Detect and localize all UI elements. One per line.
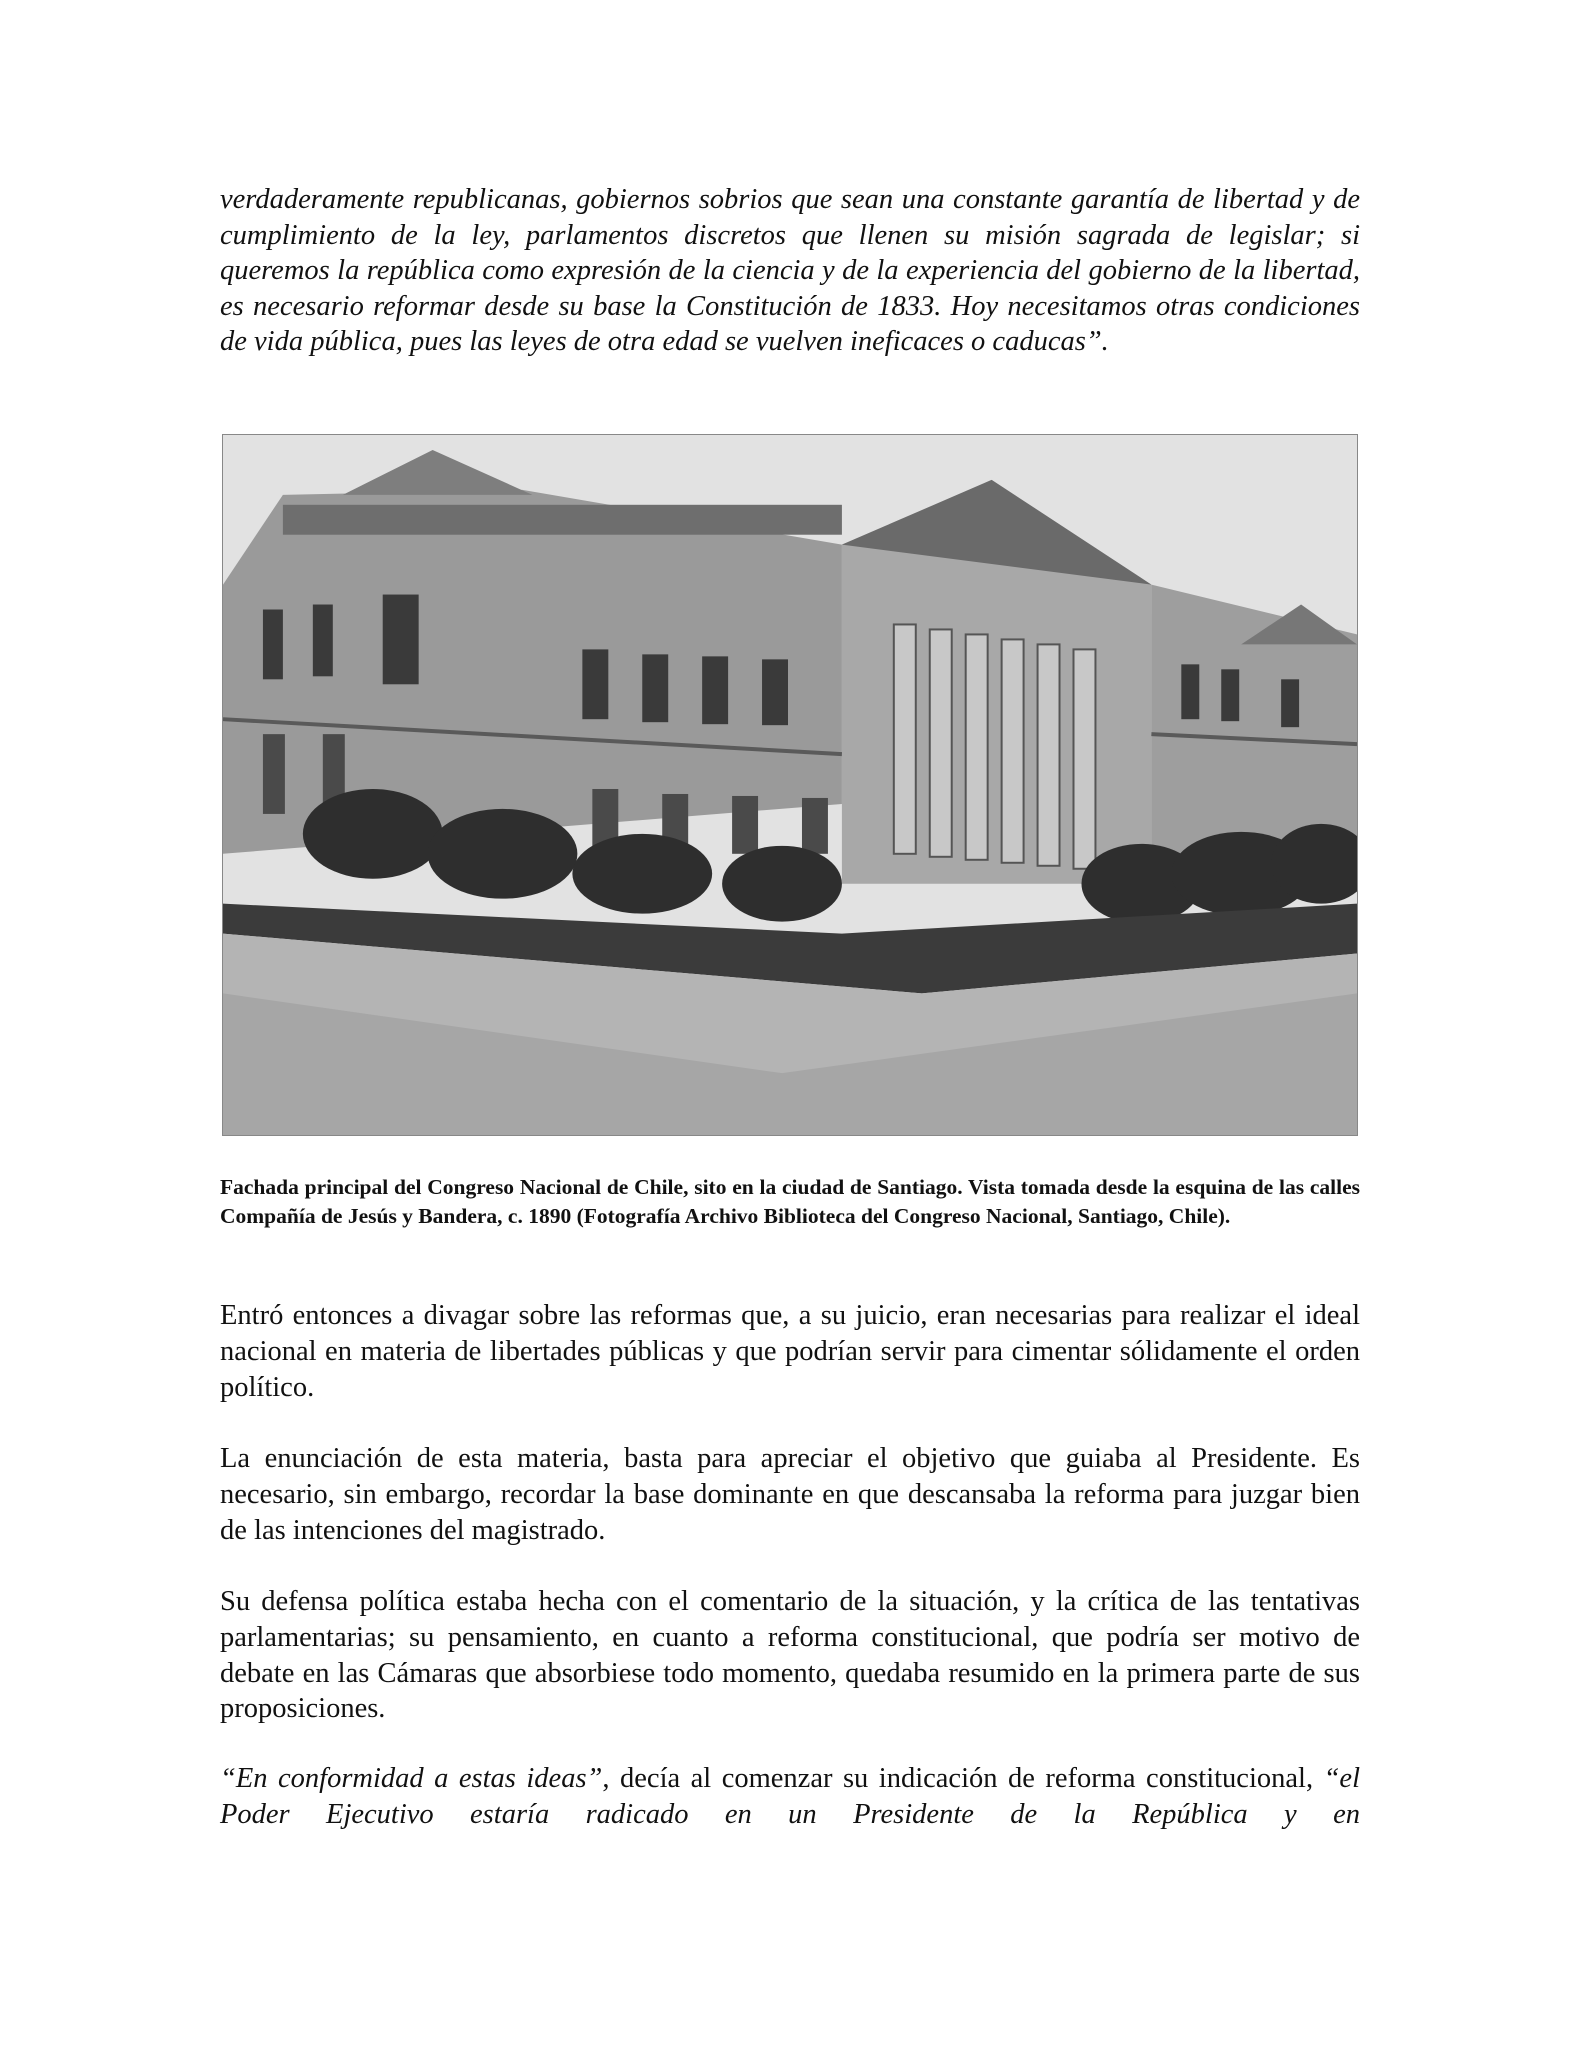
figure-caption: Fachada principal del Congreso Nacional de Chile, sito en la ciudad de Santiago. Vista tomada desde la esquina de las calles Compañía de Jesús y Bandera, c. 1890 (Fotografía Archivo Biblioteca del Congreso Nacional, Santiago, Chile). (220, 1175, 1360, 1228)
paragraph-text: , decía al comenzar su indicación de reforma constitucional, (602, 1763, 1324, 1794)
inline-quote: “el Poder Ejecutivo estaría radicado en un Presidente de la República y en (220, 1763, 1360, 1830)
body-paragraph: Entró entonces a divagar sobre las reformas que, a su juicio, eran necesarias para realizar el ideal nacional en materia de libertades públicas y que podrían servir para cimentar sólidamente el orden político. (220, 1300, 1360, 1403)
body-paragraph-quote (220, 1761, 1360, 1833)
body-paragraph: Su defensa política estaba hecha con el comentario de la situación, y la crítica de las tentativas parlamentarias; su pensamiento, en cuanto a reforma constitucional, que podría ser motivo de debate en las Cámaras que absorbiese todo momento, quedaba resumido en la primera parte de sus proposiciones. (220, 1586, 1360, 1725)
congress-photo (222, 434, 1358, 1136)
body-paragraph: La enunciación de esta materia, basta para apreciar el objetivo que guiaba al Presidente. Es necesario, sin embargo, recordar la base dominante en que descansaba la reforma para juzgar bien de las intenciones del magistrado. (220, 1443, 1360, 1546)
quote-paragraph: verdaderamente republicanas, gobiernos sobrios que sean una constante garantía de libertad y de cumplimiento de la ley, parlamentos discretos que llenen su misión sagrada de legislar; si queremos la república como expresión de la ciencia y de la experiencia del gobierno de la libertad, es necesario reformar desde su base la Constitución de 1833. Hoy necesitamos otras condiciones de vida pública, pues las leyes de otra edad se vuelven ineficaces o caducas”. (220, 184, 1360, 358)
inline-quote: “En conformidad a estas ideas” (220, 1763, 603, 1794)
